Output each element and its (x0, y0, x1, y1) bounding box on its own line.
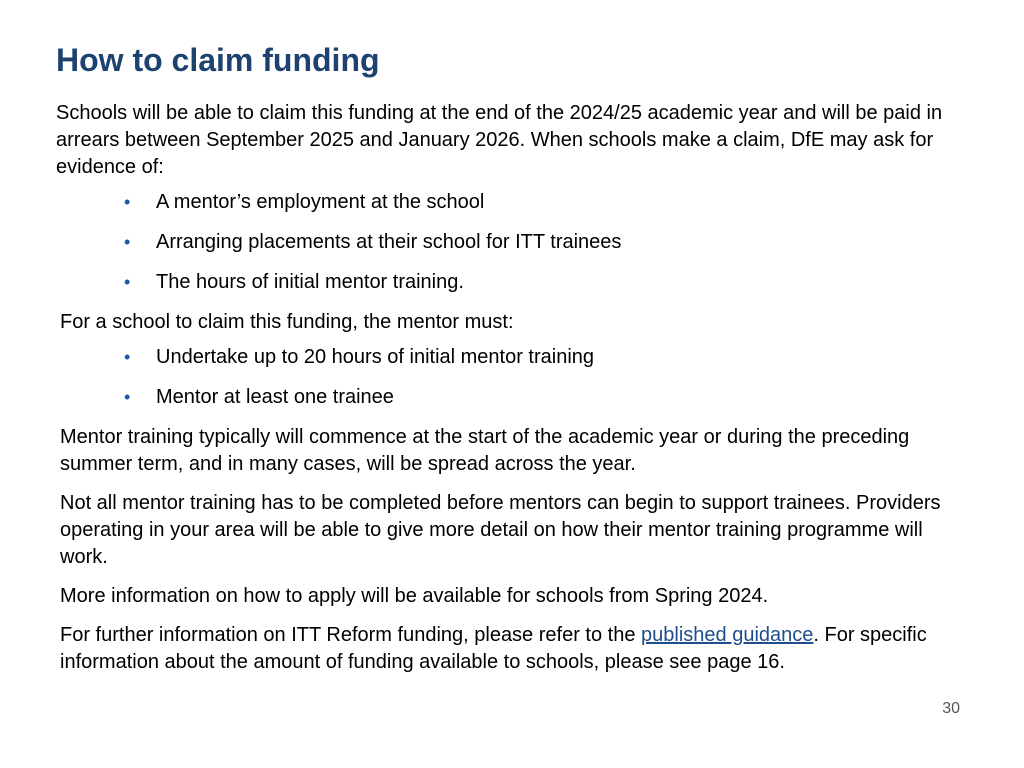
published-guidance-link[interactable]: published guidance (641, 624, 814, 646)
evidence-item (56, 269, 956, 296)
further-info-text-before: For further information on ITT Reform funding, please refer to the (60, 624, 642, 646)
intro-paragraph: Schools will be able to claim this funding at the end of the 2024/25 academic year and will be paid in arrears between September 2025 and January 2026. When schools make a claim, DfE may ask for evidence of: (56, 102, 943, 178)
training-timing-paragraph: Mentor training typically will commence at the start of the academic year or during the preceding summer term, and in many cases, will be spread across the year. (60, 426, 910, 475)
further-info-paragraph (56, 622, 956, 676)
requirements-intro: For a school to claim this funding, the mentor must: (60, 311, 514, 333)
bullet-icon: • (124, 232, 131, 252)
requirement-item (56, 344, 956, 371)
more-info-paragraph: More information on how to apply will be available for schools from Spring 2024. (60, 585, 769, 607)
slide-content (56, 100, 956, 688)
evidence-item (56, 229, 956, 256)
requirement-item-text: Mentor at least one trainee (156, 386, 394, 408)
slide-title: How to claim funding (56, 42, 380, 78)
further-info-text-after: . For specific information about the amount of funding available to schools, please see page 16. (60, 624, 927, 673)
requirement-item-text: Undertake up to 20 hours of initial mentor training (156, 346, 595, 368)
bullet-icon: • (124, 387, 131, 407)
page-number: 30 (942, 700, 960, 717)
training-completion-paragraph: Not all mentor training has to be completed before mentors can begin to support trainees. Providers operating in your area will be able to give more detail on how their mentor training programme will work. (60, 492, 941, 568)
bullet-icon: • (124, 347, 131, 367)
requirement-item (56, 384, 956, 411)
evidence-item-text: The hours of initial mentor training. (156, 271, 464, 293)
evidence-item-text: Arranging placements at their school for ITT trainees (156, 231, 622, 253)
bullet-icon: • (124, 272, 131, 292)
evidence-item (56, 189, 956, 216)
bullet-icon: • (124, 192, 131, 212)
requirements-list (56, 344, 956, 411)
evidence-item-text: A mentor’s employment at the school (156, 191, 485, 213)
evidence-list (56, 189, 956, 296)
